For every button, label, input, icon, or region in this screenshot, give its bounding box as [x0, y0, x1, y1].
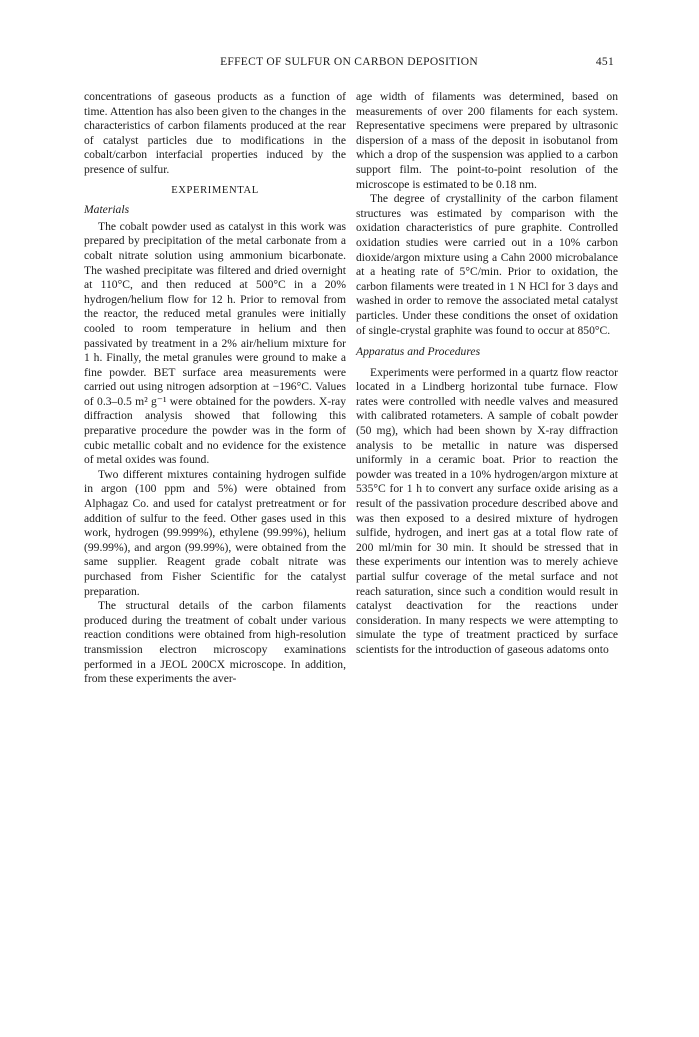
subsection-heading-materials: Materials	[84, 203, 130, 217]
subsection-heading-apparatus: Apparatus and Procedures	[356, 345, 481, 359]
paragraph-crystallinity: The degree of crystallinity of the carbon filament structures was estimated by comparison with the oxidation characteristics of pure graphite. Controlled oxidation studies were carried out in a 10% carbon dioxide/argon mixture using a Cahn 2000 microbalance at a heating rate of 5°C/min. Prior to oxidation, the carbon filaments were treated in 1 N HCl for 3 days and washed in order to remove the associated metal catalyst particles. Under these conditions the onset of oxidation of single-crystal graphite was found to occur at 850°C.	[356, 192, 618, 337]
paragraph-experiments: Experiments were performed in a quartz flow reactor located in a Lindberg horizontal tube furnace. Flow rates were controlled with needle valves and measured with calibrated rotameters. A sample of cobalt powder (50 mg), which had been shown by X-ray diffraction analysis to be metallic in nature was dispersed uniformly in a ceramic boat. Prior to reaction the powder was treated in a 10% hydrogen/argon mixture at 535°C for 1 h to convert any surface oxide arising as a result of the passivation procedure described above and was then exposed to a desired mixture of hydrogen sulfide, hydrogen, and inert gas at a total flow rate of 200 ml/min for 30 min. It should be stressed that in these experiments our intention was to merely achieve partial sulfur coverage of the metal surface and not reach saturation, since such a condition would result in catalyst deactivation for the reactions under consideration. In many respects we were attempting to simulate the type of treatment practiced by surface scientists for the introduction of gaseous adatoms onto	[356, 365, 618, 656]
paragraph-structural-details: The structural details of the carbon filaments produced during the treatment of cobalt under various reaction conditions were obtained from high-resolution transmission electron microscopy examinations performed in a JEOL 200CX microscope. In addition, from these experiments the aver-	[84, 599, 346, 686]
page-number: 451	[595, 56, 614, 68]
page-header	[84, 56, 614, 76]
paragraph-gas-mixtures: Two different mixtures containing hydrogen sulfide in argon (100 ppm and 5%) were obtained from Alphagaz Co. and used for catalyst pretreatment or for addition of sulfur to the feed. Other gases used in this work, hydrogen (99.999%), ethylene (99.99%), helium (99.99%), and argon (99.99%), were obtained from the same supplier. Reagent grade cobalt nitrate was purchased from Fisher Scientific for the catalyst preparation.	[84, 467, 346, 598]
left-column	[84, 90, 346, 687]
section-heading-experimental: EXPERIMENTAL	[171, 184, 259, 196]
right-column	[356, 90, 618, 658]
intro-paragraph: concentrations of gaseous products as a function of time. Attention has also been given to the changes in the characteristics of carbon filaments produced at the rear of catalyst particles due to modifications in the cobalt/carbon interfacial properties induced by the presence of sulfur.	[84, 90, 346, 176]
paragraph-filament-width: age width of filaments was determined, based on measurements of over 200 filaments for each system. Representative specimens were prepared by ultrasonic dispersion of a mass of the deposit in isobutanol from which a drop of the suspension was applied to a carbon support film. The point-to-point resolution of the microscope is estimated to be 0.18 nm.	[356, 90, 618, 191]
running-title: EFFECT OF SULFUR ON CARBON DEPOSITION	[220, 56, 478, 68]
paragraph-cobalt-powder: The cobalt powder used as catalyst in this work was prepared by precipitation of the metal carbonate from a cobalt nitrate solution using ammonium bicarbonate. The washed precipitate was filtered and dried overnight at 110°C, and then reduced at 500°C in a 20% hydrogen/helium flow for 12 h. Prior to removal from the reactor, the reduced metal granules were initially cooled to room temperature in helium and then passivated by treatment in a 2% air/helium mixture for 1 h. Finally, the metal granules were ground to make a fine powder. BET surface area measurements were carried out using nitrogen adsorption at −196°C. Values of 0.3–0.5 m² g⁻¹ were obtained for the powders. X-ray diffraction analysis showed that following this preparative procedure the powder was in the form of cubic metallic cobalt and no evidence for the existence of metal oxides was found.	[84, 219, 346, 467]
